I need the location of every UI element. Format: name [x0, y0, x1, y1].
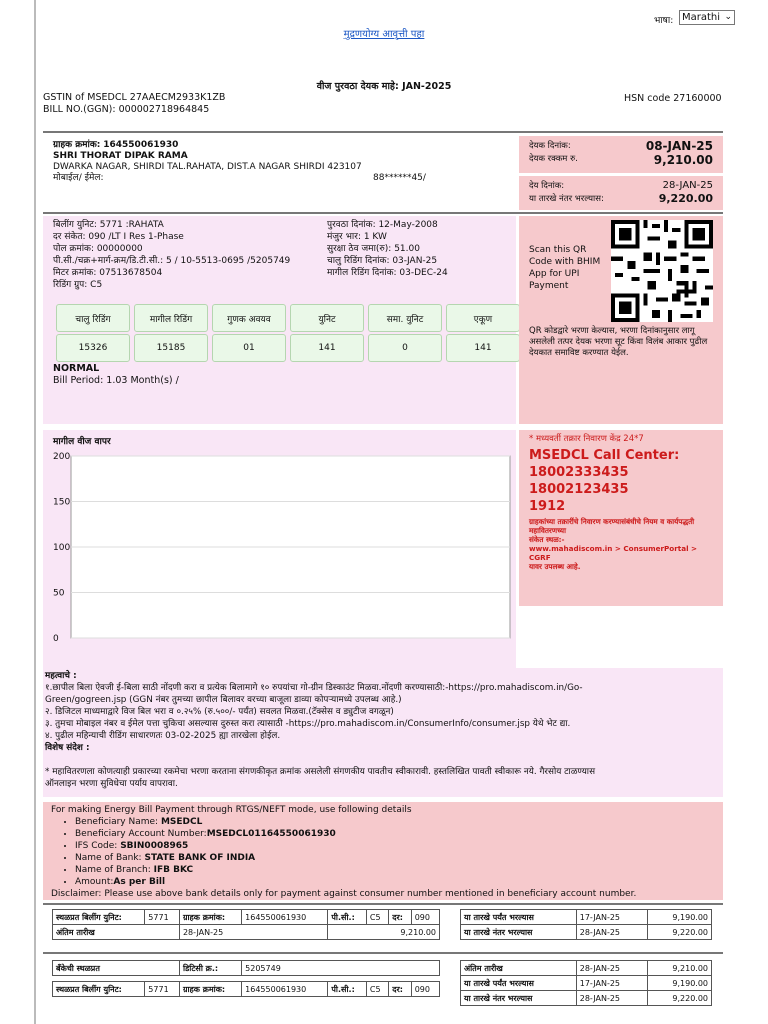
after-due-label: या तारखे नंतर भरल्यास:	[529, 194, 604, 204]
bank-copy-table	[52, 960, 440, 997]
bank-value: STATE BANK OF INDIA	[144, 853, 256, 863]
bank-value: SBIN0008965	[120, 841, 189, 851]
meter-number: मिटर क्रमांक: 07513678504	[53, 268, 163, 278]
stub-label: अंतिम तारीख	[53, 925, 180, 940]
readings-header: समा. युनिट	[368, 304, 442, 332]
bill-number: BILL NO.(GGN): 000002718964845	[43, 104, 210, 115]
customer-name: SHRI THORAT DIPAK RAMA	[53, 151, 188, 161]
customer-address: DWARKA NAGAR, SHIRDI TAL.RAHATA, DIST.A NAGAR SHIRDI 423107	[53, 162, 362, 172]
bank-label: Name of Branch:	[75, 865, 151, 875]
consumer-number: 164550061930	[103, 140, 179, 150]
customer-details	[43, 136, 513, 210]
cgrf-note-line: संकेत स्थळ:-	[529, 535, 565, 544]
bank-label: Name of Bank:	[75, 853, 142, 863]
stub-label: स्थळप्रत बिलींग युनिट:	[53, 910, 145, 925]
stub-value: 28-JAN-25	[179, 925, 327, 940]
stub-label: स्थळप्रत बिलींग युनिट:	[53, 982, 145, 997]
bank-value: IFB BKC	[153, 865, 194, 875]
hsn-code: HSN code 27160000	[624, 93, 722, 104]
cgrf-note-line: यावर उपलब्ध आहे.	[529, 562, 581, 571]
stub-label: डिटिसी क्र.:	[179, 961, 241, 976]
stub-value: 9,190.00	[647, 910, 711, 925]
tariff: दर संकेत: 090 /LT I Res 1-Phase	[53, 232, 184, 242]
previous-reading-date: मागील रिडिंग दिनांक: 03-DEC-24	[327, 268, 448, 278]
billing-unit: बिलींग युनिट: 5771 :RAHATA	[53, 220, 164, 230]
stub-label: ग्राहक क्रमांक:	[179, 982, 241, 997]
bill-month-title: वीज पुरवठा देयक माहे: JAN-2025	[316, 81, 452, 92]
bank-value: MSEDCL	[160, 817, 203, 827]
bank-label: IFS Code:	[75, 841, 118, 851]
due-date: 28-JAN-25	[662, 180, 713, 191]
pole-number: पोल क्रमांक: 00000000	[53, 244, 143, 254]
readings-value: 15185	[134, 334, 208, 362]
stub-value: 090	[411, 982, 439, 997]
notes-heading: महत्वाचे :	[45, 671, 77, 681]
bank-details	[43, 802, 723, 900]
stub-value: C5	[366, 982, 388, 997]
bill-period: Bill Period: 1.03 Month(s) /	[53, 375, 179, 386]
stub-label: पी.सी.:	[328, 910, 366, 925]
bank-item	[75, 852, 715, 864]
stub-value: 28-JAN-25	[576, 925, 647, 940]
qr-instructions: Scan this QR Code with BHIM App for UPI Payment	[529, 245, 601, 291]
stub-value: 28-JAN-25	[576, 961, 647, 976]
grievance-text: * मध्यवर्ती तक्रार निवारण केंद्र 24*7	[529, 434, 644, 444]
consumer-number-label: ग्राहक क्रमांक:	[53, 140, 101, 150]
y-tick-label: 200	[53, 452, 71, 462]
note-line: ४. पुढील महिन्याची रीडिंग साधारणतः 03-02-2025 ह्या तारखेला होईल.	[45, 731, 281, 741]
qr-code-icon	[611, 220, 713, 322]
stub-label: दर:	[389, 982, 411, 997]
consumption-chart	[43, 448, 516, 668]
y-tick-label: 100	[53, 543, 71, 553]
chevron-down-icon: ⌄	[724, 12, 732, 22]
stub-value: 9,210.00	[328, 925, 440, 940]
mobile-label: मोबाईल/ ईमेल:	[53, 173, 104, 183]
call-center-title: MSEDCL Call Center:	[529, 448, 680, 463]
divider	[43, 131, 723, 133]
stub-value: 164550061930	[242, 982, 328, 997]
bank-item	[75, 876, 715, 888]
special-message: * महावितरणला कोणत्याही प्रकारच्या रकमेचा भरणा करताना संगणकीकृत क्रमांक असलेली संगणकीय पावतीच स्वीकारावी. हस्तलिखित पावती स्वीकारू नये. गैरसोय टाळण्यास	[45, 767, 596, 777]
bank-list	[75, 816, 715, 888]
language-select[interactable]	[679, 10, 735, 25]
qr-note: QR कोडद्वारे भरणा केल्यास, भरणा दिनांकानुसार लागू असलेली तत्पर देयक भरणा सूट किंवा विलंब आकार पुढील देयकात समाविष्ट करण्यात येईल.	[529, 326, 708, 358]
stub-label: ग्राहक क्रमांक:	[179, 910, 241, 925]
special-message: ऑनलाइन भरणा सुविधेचा पर्याय वापरावा.	[45, 779, 178, 789]
cgrf-note-line: ग्राहकांच्या तक्रारींचे निवारण करण्यासंबंधीचे नियम व कार्यपद्धती महावितरणच्या	[529, 517, 695, 535]
stub-value: 090	[411, 910, 439, 925]
readings-header: गुणक अवयव	[212, 304, 286, 332]
mobile-row	[53, 173, 503, 184]
consumption-chart-box	[43, 430, 516, 668]
bank-value: MSEDCL01164550061930	[206, 829, 336, 839]
bill-amount: 9,210.00	[653, 153, 713, 167]
bank-item	[75, 816, 715, 828]
language-label: भाषा:	[654, 16, 674, 26]
gstin: GSTIN of MSEDCL 27AAECM2933K1ZB	[43, 92, 226, 103]
bank-label: Beneficiary Account Number:	[75, 829, 207, 839]
route-code: पी.सी./चक्र+मार्ग-क्रम/डि.टी.सी.: 5 / 10-5513-0695 /5205749	[53, 256, 291, 266]
consumer-copy-amounts	[460, 909, 712, 940]
stub-label: दर:	[389, 910, 411, 925]
bank-copy-amounts	[460, 960, 712, 1006]
bank-disclaimer: Disclaimer: Please use above bank details only for payment against consumer number mentioned in beneficiary account number.	[51, 889, 637, 899]
language-selected-value: Marathi	[682, 12, 721, 23]
readings-value: 0	[368, 334, 442, 362]
stub-label: बँकेची स्थळप्रत	[53, 961, 180, 976]
consumer-number-row	[53, 140, 503, 151]
note-line: २. डिजिटल माध्यमाद्वारे विज बिल भरा व ०.२५% (रु.५००/- पर्यंत) सवलत मिळवा.(टॅक्सेस व ड्युटीज वगळून)	[45, 707, 394, 717]
stub-label: अंतिम तारीख	[461, 961, 577, 976]
note-line: ३. तुमचा मोबाइल नंबर व ईमेल पत्ता चुकिचा असल्यास दुरुस्त करा त्यासाठी -https://pro.mahadiscom.in/ConsumerInfo/consumer.jsp येथे भेट द्या.	[45, 719, 571, 729]
call-center-box	[519, 430, 723, 606]
divider	[43, 903, 723, 905]
chart-title: मागील वीज वापर	[53, 437, 111, 447]
bank-label: Beneficiary Name:	[75, 817, 159, 827]
bank-item	[75, 864, 715, 876]
readings-value: 15326	[56, 334, 130, 362]
bank-label: Amount:	[75, 877, 114, 887]
page-edge	[34, 0, 36, 1024]
readings-value: 141	[290, 334, 364, 362]
special-message-heading: विशेष संदेश :	[45, 743, 90, 753]
supply-date: पुरवठा दिनांक: 12-May-2008	[327, 220, 438, 230]
readings-value: 01	[212, 334, 286, 362]
bill-amount-label: देयक रक्कम रु.	[529, 154, 578, 164]
stub-value: 9,220.00	[647, 925, 711, 940]
cgrf-note	[529, 517, 717, 571]
bank-value: As per Bill	[113, 877, 166, 887]
stub-value: C5	[366, 910, 388, 925]
readings-value: 141	[446, 334, 520, 362]
printable-version-link[interactable]: मुद्रणयोग्य आवृत्ती पहा	[343, 29, 425, 40]
divider	[43, 952, 723, 954]
stub-label: या तारखे नंतर भरल्यास	[461, 925, 577, 940]
y-tick-label: 50	[53, 588, 65, 599]
bill-date-label: देयक दिनांक:	[529, 141, 571, 151]
stub-label: या तारखे पर्यंत भरल्यास	[461, 910, 577, 925]
reading-status: NORMAL	[53, 363, 100, 374]
stub-label: या तारखे पर्यंत भरल्यास	[461, 976, 577, 991]
stub-label: पी.सी.:	[328, 982, 366, 997]
phone-number[interactable]: 1912	[529, 499, 566, 514]
phone-number[interactable]: 18002123435	[529, 482, 629, 497]
sanctioned-load: मंजुर भार: 1 KW	[327, 232, 387, 242]
readings-header: युनिट	[290, 304, 364, 332]
bank-item	[75, 840, 715, 852]
cgrf-link[interactable]: www.mahadiscom.in > ConsumerPortal > CGRF	[529, 544, 698, 562]
stub-label: या तारखे नंतर भरल्यास	[461, 991, 577, 1006]
after-due-amount: 9,220.00	[658, 192, 713, 205]
bill-date-box	[519, 136, 723, 173]
stub-value: 17-JAN-25	[576, 976, 647, 991]
note-line: १.छापील बिला ऐवजी ई-बिला साठी नोंदणी करा व प्रत्येक बिलामागे १० रुपयांचा गो-ग्रीन डिस्काउंट मिळवा.नोंदणी करण्यासाठी:-https://pro.mahadiscom.in/Go-	[45, 683, 583, 693]
readings-header: चालु रिडिंग	[56, 304, 130, 332]
consumer-copy-table	[52, 909, 440, 940]
bill-date: 08-JAN-25	[645, 139, 713, 153]
readings-header: एकूण	[446, 304, 520, 332]
qr-payment-box	[519, 216, 723, 424]
bank-intro: For making Energy Bill Payment through RTGS/NEFT mode, use following details	[51, 805, 412, 815]
phone-number[interactable]: 18002333435	[529, 465, 629, 480]
bank-item	[75, 828, 715, 840]
stub-value: 9,210.00	[647, 961, 711, 976]
stub-value: 5771	[145, 910, 180, 925]
reading-group: रिडिंग ग्रुप: C5	[53, 280, 103, 290]
stub-value: 164550061930	[242, 910, 328, 925]
stub-value: 5771	[145, 982, 180, 997]
stub-value: 17-JAN-25	[576, 910, 647, 925]
current-reading-date: चालु रिडिंग दिनांक: 03-JAN-25	[327, 256, 438, 266]
readings-header: मागील रिडिंग	[134, 304, 208, 332]
due-date-box	[519, 176, 723, 210]
stub-value: 9,190.00	[647, 976, 711, 991]
stub-value: 9,220.00	[647, 991, 711, 1006]
stub-value: 28-JAN-25	[576, 991, 647, 1006]
y-tick-label: 150	[53, 497, 71, 508]
readings-table	[52, 302, 524, 364]
y-tick-label: 0	[53, 634, 59, 644]
divider	[43, 212, 723, 214]
due-date-label: देय दिनांक:	[529, 181, 565, 191]
note-line: Green/gogreen.jsp (GGN नंबर तुमच्या छापील बिलावर वरच्या बाजूला डाव्या कोपऱ्यामध्ये उपलब्ध आहे.)	[45, 695, 402, 705]
security-deposit: सुरक्षा ठेव जमा(रु): 51.00	[327, 244, 420, 254]
stub-value: 5205749	[242, 961, 440, 976]
mobile-value: 88******45/	[373, 173, 426, 183]
important-notes	[43, 668, 723, 797]
